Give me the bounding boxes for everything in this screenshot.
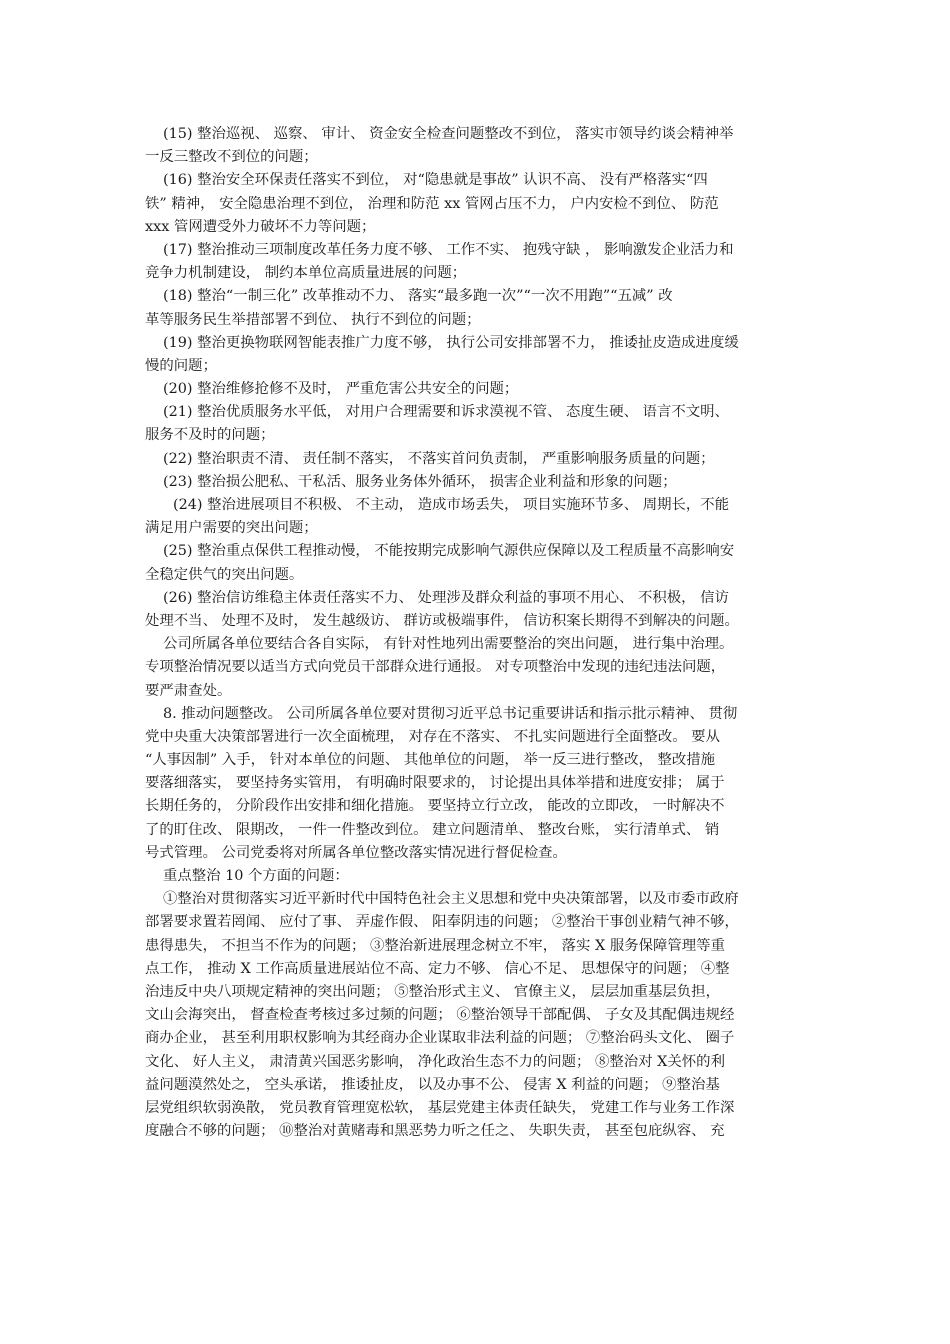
text-line: 度融合不够的问题； ⑩整治对黄赌毒和黑恶势力听之任之、 失职失责， 甚至包庇纵容、 充 (145, 1123, 725, 1140)
text-line: (26) 整治信访维稳主体责任落实不力、 处理涉及群众利益的事项不用心、 不积极， 信访 (163, 589, 729, 606)
text-line: 重点整治 10 个方面的问题： (163, 868, 349, 884)
text-line: 公司所属各单位要结合各自实际， 有针对性地列出需要整治的突出问题， 进行集中治理。 (163, 636, 734, 653)
text-line: 竞争力机制建设， 制约本单位高质量进展的问题； (145, 265, 467, 282)
text-line: 文山会海突出， 督查检查考核过多过频的问题； ⑥整治领导干部配偶、 子女及其配偶违规经 (145, 1007, 735, 1024)
text-line: 专项整治情况要以适当方式向党员干部群众进行通报。 对专项整治中发现的违纪违法问题， (145, 659, 726, 676)
text-line: 服务不及时的问题； (145, 427, 275, 444)
text-line: 长期任务的， 分阶段作出安排和细化措施。 要坚持立行立改， 能改的立即改， 一时解决不 (145, 798, 725, 815)
text-line: (16) 整治安全环保责任落实不到位， 对“隐患就是事故” 认识不高、 没有严格落实“四 (163, 172, 708, 189)
text-line: 全稳定供气的突出问题。 (145, 566, 304, 583)
text-line: 满足用户需要的突出问题； (145, 520, 318, 537)
text-line: 革等服务民生举措部署不到位、 执行不到位的问题； (145, 311, 481, 328)
text-line: (23) 整治损公肥私、干私活、服务业务体外循环， 损害企业利益和形象的问题； (163, 473, 677, 490)
text-line: 了的盯住改、 限期改， 一件一件整改到位。 建立问题清单、 整改台账， 实行清单式、 销 (145, 821, 720, 838)
text-line: 要严肃查处。 (145, 682, 232, 699)
text-line: 治违反中央八项规定精神的突出问题； ⑤整治形式主义、 官僚主义， 层层加重基层负担， (145, 983, 720, 1000)
text-line: (25) 整治重点保供工程推动慢， 不能按期完成影响气源供应保障以及工程质量不高影响安 (163, 543, 735, 560)
text-line: 号式管理。 公司党委将对所属各单位整改落实情况进行督促检查。 (145, 844, 567, 861)
text-line: “人事因制” 入手， 针对本单位的问题、 其他单位的问题， 举一反三进行整改， 整改措施 (145, 752, 716, 769)
text-line: (21) 整治优质服务水平低， 对用户合理需要和诉求漠视不管、 态度生硬、 语言不文明、 (163, 404, 729, 421)
text-line: (22) 整治职责不清、 责任制不落实， 不落实首问负责制， 严重影响服务质量的问题； (163, 450, 715, 467)
text-line: 患得患失， 不担当不作为的问题； ③整治新进展理念树立不牢， 落实 X 服务保障管理等重 (145, 937, 725, 954)
text-line: ①整治对贯彻落实习近平新时代中国特色社会主义思想和党中央决策部署，以及市委市政府 (163, 891, 739, 908)
text-line: (19) 整治更换物联网智能表推广力度不够， 执行公司安排部署不力， 推诿扯皮造成进度缓 (163, 334, 739, 351)
text-line: 文化、 好人主义， 肃清黄兴国恶劣影响， 净化政治生态不力的问题； ⑧整治对 X关怀的利 (145, 1053, 725, 1070)
text-line: 8. 推动问题整改。 公司所属各单位要对贯彻习近平总书记重要讲话和指示批示精神、 贯彻 (163, 705, 738, 722)
text-line: 点工作， 推动 X 工作高质量进展站位不高、定力不够、 信心不足、 思想保守的问题； ④整 (145, 960, 730, 977)
text-line: 铁” 精神， 安全隐患治理不到位， 治理和防范 xx 管网占压不力， 户内安检不到位、 防范 (145, 195, 719, 212)
text-line: 慢的问题； (145, 357, 217, 374)
text-line: 一反三整改不到位的问题； (145, 149, 318, 166)
text-line: (17) 整治推动三项制度改革任务力度不够、 工作不实、 抱残守缺 ， 影响激发企业活力和 (163, 241, 734, 258)
text-line: xxx 管网遭受外力破坏不力等问题； (145, 218, 376, 235)
text-line: (15) 整治巡视、 巡察、 审计、 资金安全检查问题整改不到位， 落实市领导约谈会精神举 (163, 126, 734, 142)
text-line: 党中央重大决策部署进行一次全面梳理， 对存在不落实、 不扎实问题进行全面整改。 要从 (145, 728, 720, 745)
text-line: (18) 整治“一制三化” 改革推动不力、 落实“最多跑一次”“一次不用跑”“五减” 改 (163, 288, 673, 305)
text-line: 益问题漠然处之， 空头承诺， 推诿扯皮， 以及办事不公、 侵害 X 利益的问题； ⑨整治基 (145, 1076, 720, 1093)
text-line: 处理不当、 处理不及时， 发生越级访、 群访或极端事件， 信访积案长期得不到解决的问题。 (145, 612, 739, 629)
text-line: 层党组织软弱涣散， 党员教育管理宽松软， 基层党建主体责任缺失， 党建工作与业务工作深 (145, 1099, 735, 1116)
text-line: 商办企业， 甚至利用职权影响为其经商办企业谋取非法利益的问题； ⑦整治码头文化、 圈子 (145, 1030, 735, 1047)
document-body (145, 123, 810, 1143)
text-line: 要落细落实， 要坚持务实管用， 有明确时限要求的， 讨论提出具体举措和进度安排； 属于 (145, 775, 725, 792)
text-line: 部署要求置若罔闻、 应付了事、 弄虚作假、 阳奉阴违的问题； ②整治干事创业精气神不够， (145, 914, 739, 931)
text-line: (20) 整治维修抢修不及时， 严重危害公共安全的问题； (163, 381, 519, 398)
text-line: (24) 整治进展项目不积极、 不主动， 造成市场丢失， 项目实施环节多、 周期长，不能 (173, 497, 730, 513)
